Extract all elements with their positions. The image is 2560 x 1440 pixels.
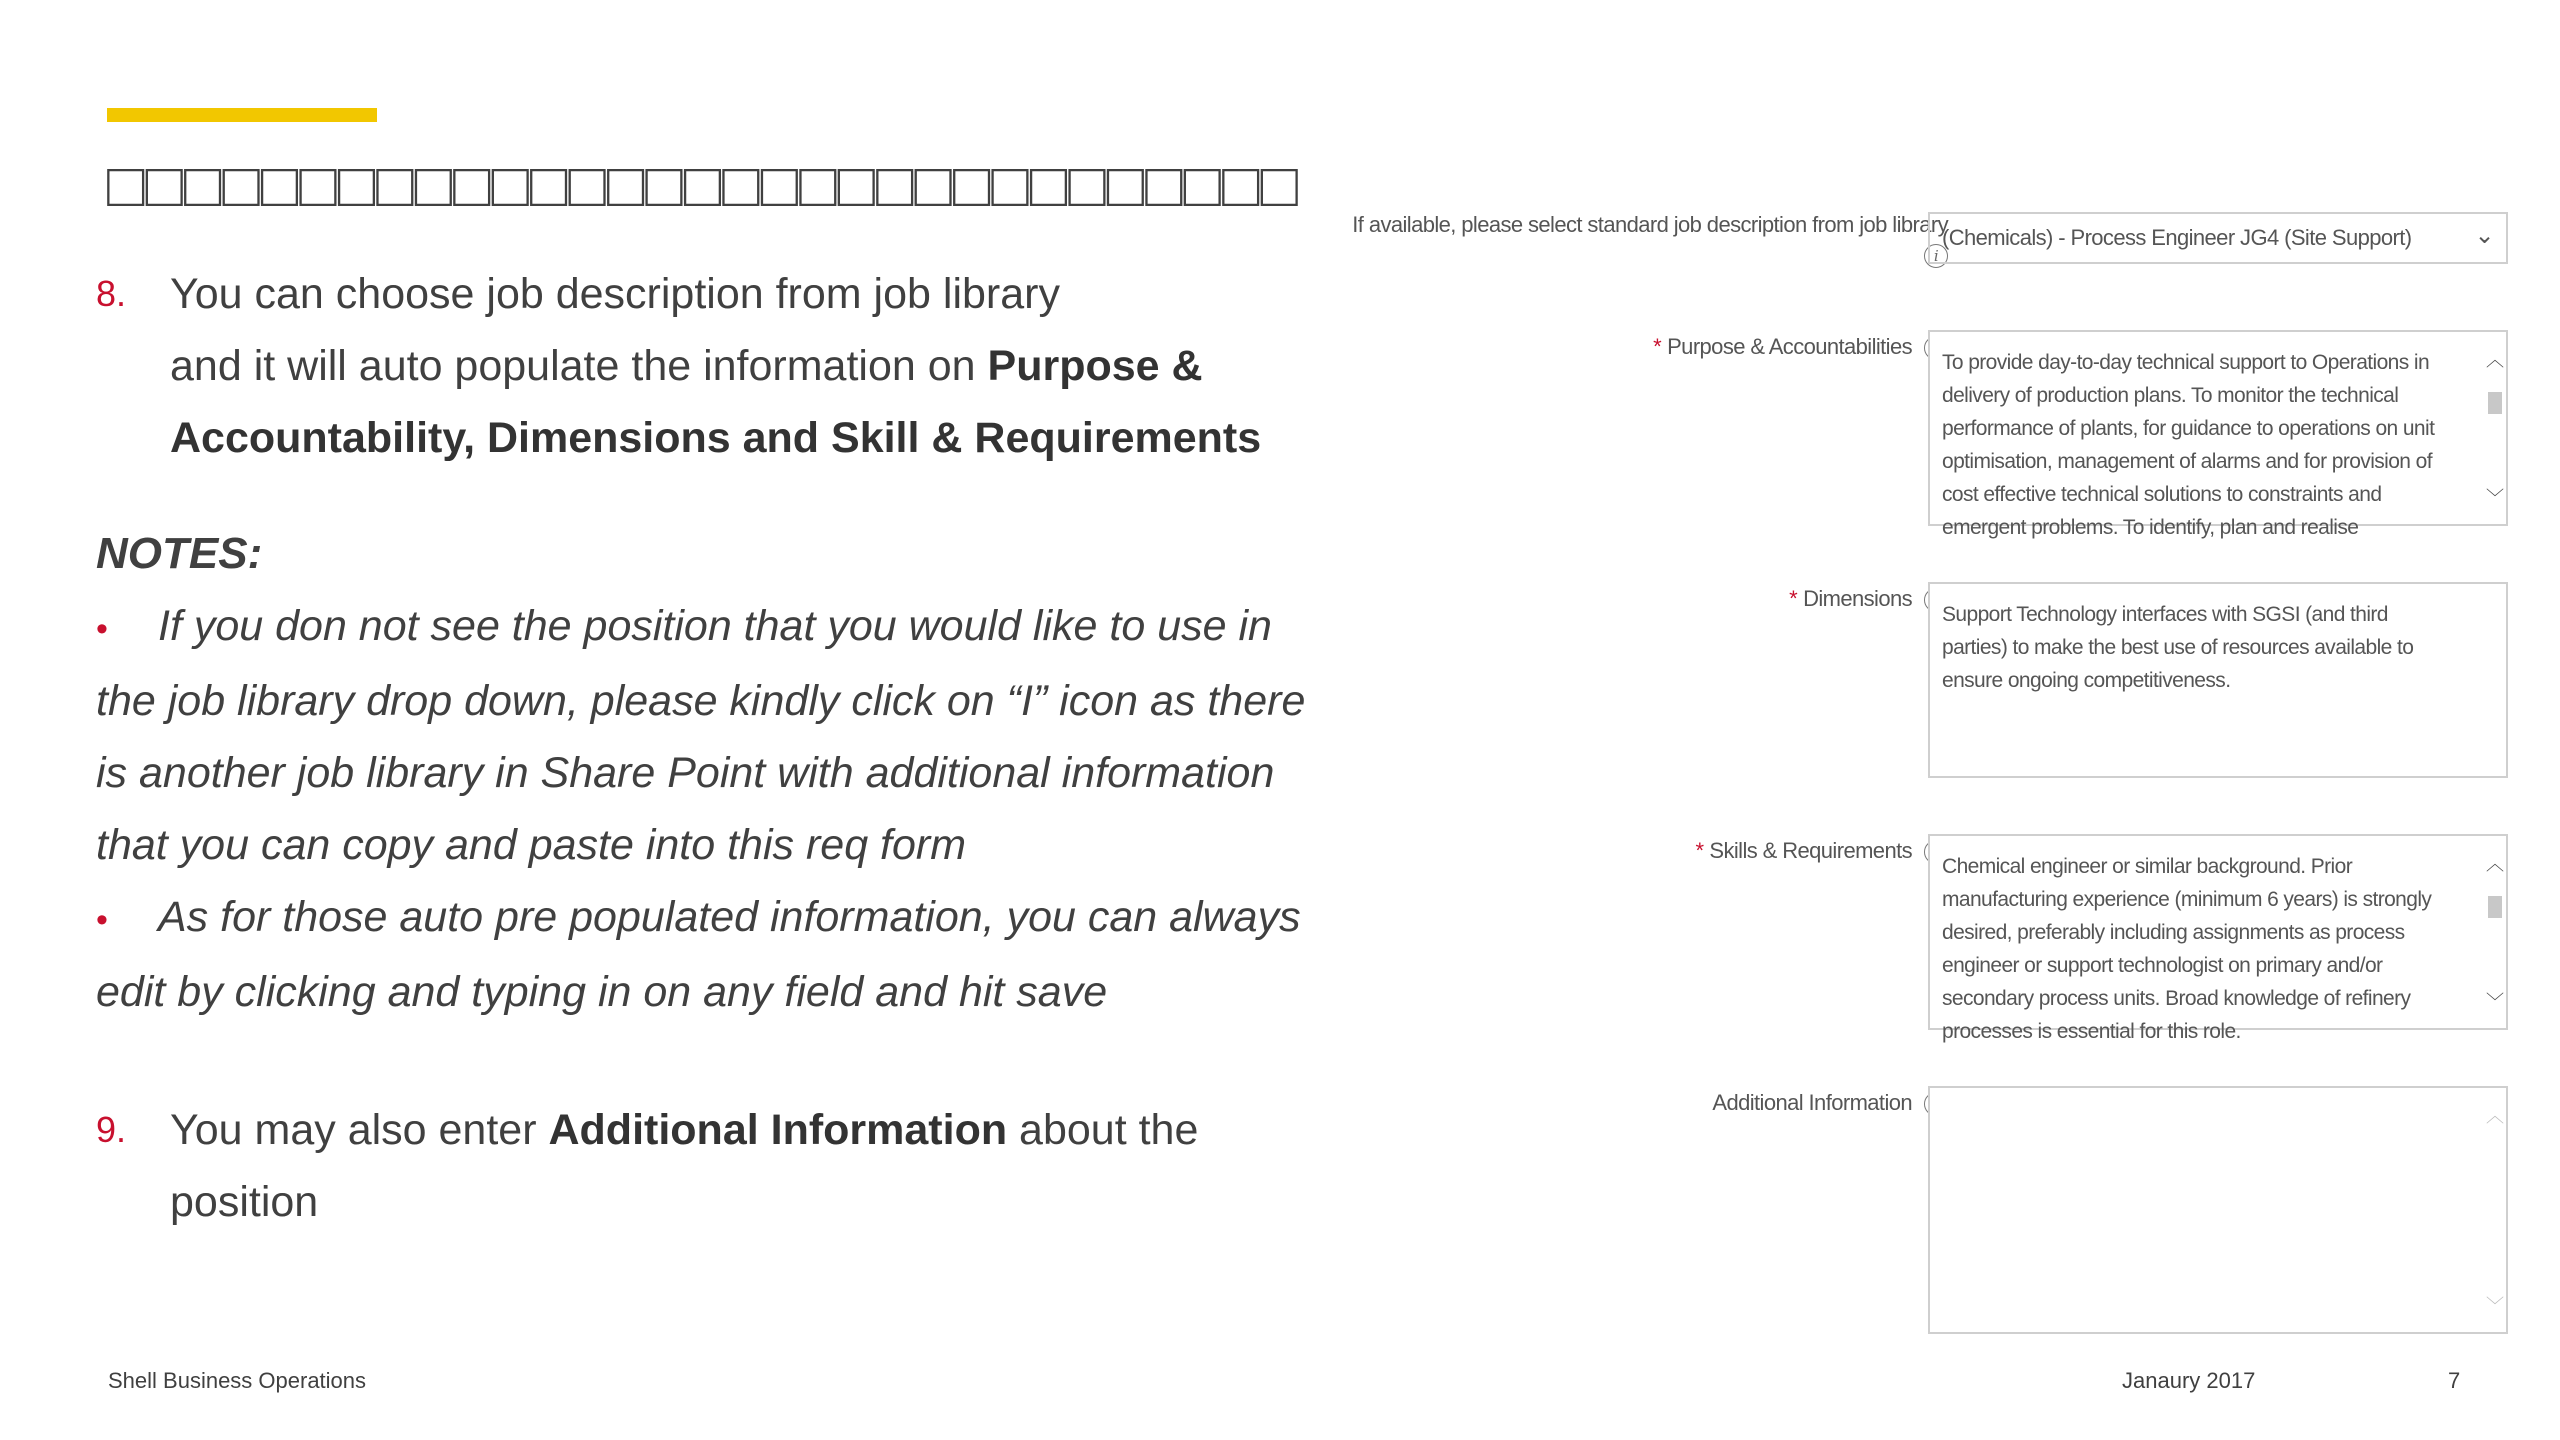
job-library-label-text: If available, please select standard job description from job library bbox=[1352, 212, 1948, 237]
purpose-label bbox=[1653, 334, 1948, 360]
chevron-up-icon[interactable]: ︿ bbox=[2486, 350, 2504, 370]
skills-label-text: Skills & Requirements bbox=[1709, 838, 1912, 863]
scrollbar[interactable] bbox=[2484, 332, 2506, 524]
chevron-down-icon[interactable]: ﹀ bbox=[2486, 488, 2504, 508]
dimensions-text: Support Technology interfaces with SGSI (and third parties) to make the best use of resources available to ensure ongoing competitiveness. bbox=[1942, 603, 2414, 692]
bullet-icon: • bbox=[96, 610, 108, 648]
step-9-number: 9. bbox=[96, 1109, 127, 1150]
dimensions-label-text: Dimensions bbox=[1803, 586, 1912, 611]
purpose-label-text: Purpose & Accountabilities bbox=[1667, 334, 1912, 359]
job-library-label bbox=[1352, 212, 1948, 268]
note-1-text: If you don not see the position that you would like to use in the job library drop down, please kindly click on “I” icon as there is another job library in Share Point with additional information that you can copy and paste into this req form bbox=[96, 602, 1306, 869]
additional-label bbox=[1712, 1090, 1948, 1116]
note-bullet-2 bbox=[96, 881, 1316, 1028]
chevron-up-icon[interactable]: ︿ bbox=[2486, 854, 2504, 874]
job-library-select[interactable] bbox=[1928, 212, 2508, 264]
footer-date: Janaury 2017 bbox=[2122, 1368, 2256, 1393]
step-8-line3-bold: Accountability, Dimensions and Skill & Requirements bbox=[170, 414, 1262, 462]
chevron-down-icon[interactable]: ⌄ bbox=[2474, 222, 2494, 249]
step-8-number: 8. bbox=[96, 273, 127, 314]
info-icon[interactable]: i bbox=[1924, 244, 1948, 268]
dimensions-textarea[interactable] bbox=[1928, 582, 2508, 778]
skills-text: Chemical engineer or similar background. Prior manufacturing experience (minimum 6 years) is strongly desired, preferably including assignments as process engineer or support technologist on primary and/or secondary process units. Broad knowledge of refinery processes is essential for this role. bbox=[1942, 855, 2432, 1043]
additional-label-text: Additional Information bbox=[1712, 1090, 1912, 1115]
footer-company: Shell Business Operations bbox=[108, 1368, 367, 1393]
notes-list bbox=[96, 590, 1316, 1028]
step-8-line2 bbox=[170, 330, 1316, 402]
additional-text bbox=[1930, 1088, 2506, 1102]
step-9-line bbox=[170, 1094, 1316, 1238]
purpose-textarea[interactable] bbox=[1928, 330, 2508, 539]
chevron-down-icon[interactable]: ﹀ bbox=[2486, 992, 2504, 1012]
skills-label bbox=[1695, 838, 1948, 864]
scrollbar[interactable] bbox=[2484, 1088, 2506, 1332]
job-library-selected-value: (Chemicals) - Process Engineer JG4 (Site Support) bbox=[1942, 225, 2412, 250]
step-9-bold: Additional Information bbox=[548, 1106, 1008, 1154]
page-number: 7 bbox=[2448, 1368, 2461, 1393]
step-8-line3 bbox=[170, 402, 1316, 474]
step-9 bbox=[96, 1094, 1316, 1238]
scroll-thumb[interactable] bbox=[2488, 896, 2502, 918]
note-2-text: As for those auto pre populated information, you can always edit by clicking and typing in on any field and hit save bbox=[96, 893, 1301, 1016]
scroll-thumb[interactable] bbox=[2488, 392, 2502, 414]
slide-title: □□□□□□□□□□□□□□□□□□□□□□□□□□□□□□□ bbox=[107, 151, 1299, 220]
required-asterisk: * bbox=[1789, 586, 1798, 611]
step-9-text-a: You may also enter bbox=[170, 1106, 549, 1154]
chevron-up-icon[interactable]: ︿ bbox=[2486, 1106, 2504, 1126]
required-asterisk: * bbox=[1695, 838, 1704, 863]
required-asterisk: * bbox=[1653, 334, 1662, 359]
scrollbar[interactable] bbox=[2484, 836, 2506, 1028]
step-8-line2-text: and it will auto populate the information on bbox=[170, 342, 988, 390]
step-8-line2-bold: Purpose & bbox=[987, 342, 1203, 390]
purpose-text: To provide day-to-day technical support to Operations in delivery of production plans. To monitor the technical performance of plants, for guidance to operations on unit optimisation, management of alarms and for provision of cost effective technical solutions to constraints and emergent problems. To identify, plan and realise bbox=[1942, 351, 2435, 539]
accent-bar bbox=[107, 108, 377, 122]
dimensions-label bbox=[1789, 586, 1948, 612]
bullet-icon: • bbox=[96, 901, 108, 939]
skills-textarea[interactable] bbox=[1928, 834, 2508, 1043]
instructions-panel bbox=[96, 258, 1316, 1238]
step-8-line1: You can choose job description from job library bbox=[170, 270, 1060, 318]
note-bullet-1 bbox=[96, 590, 1316, 881]
step-8 bbox=[96, 258, 1316, 474]
step-9-text-b: about the position bbox=[170, 1106, 1199, 1226]
additional-textarea[interactable] bbox=[1928, 1086, 2508, 1334]
notes-heading: NOTES: bbox=[96, 529, 263, 578]
chevron-down-icon[interactable]: ﹀ bbox=[2486, 1296, 2504, 1316]
